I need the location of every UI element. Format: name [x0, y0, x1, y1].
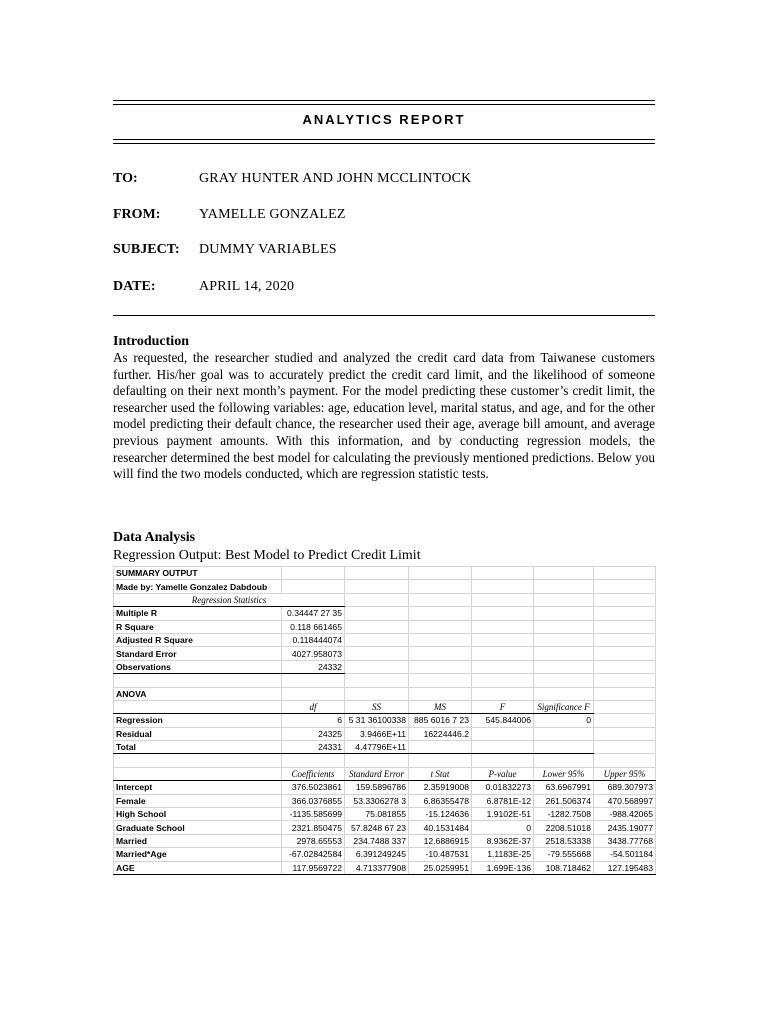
anova-row-label: Regression: [114, 714, 282, 727]
table-row: [114, 647, 656, 660]
coef-header: t Stat: [409, 767, 472, 780]
stat-value: 24332: [282, 660, 345, 673]
anova-cell: 545.844006: [472, 714, 534, 727]
anova-header: MS: [409, 700, 472, 713]
top-double-rule-2: [113, 104, 655, 105]
coef-cell: -15.124636: [409, 808, 472, 821]
summary-output-label: SUMMARY OUTPUT: [114, 567, 282, 580]
coef-cell: -67.02842584: [282, 848, 345, 861]
title-double-rule-1: [113, 139, 655, 140]
coef-cell: 366.0376855: [282, 794, 345, 807]
anova-cell: 885 6016 7 23: [409, 714, 472, 727]
coef-header: Upper 95%: [594, 767, 656, 780]
stat-label: Observations: [114, 660, 282, 673]
coef-cell: 3438.77768: [594, 834, 656, 847]
memo-label: SUBJECT:: [113, 242, 180, 257]
coef-row-label: Married*Age: [114, 848, 282, 861]
coef-cell: 127.195483: [594, 861, 656, 874]
coef-row-label: Married: [114, 834, 282, 847]
stat-value: 0.118444074: [282, 633, 345, 646]
table-row: [114, 700, 656, 713]
stat-label: Adjusted R Square: [114, 633, 282, 646]
coef-cell: 2978.65553: [282, 834, 345, 847]
anova-row-label: Residual: [114, 727, 282, 740]
coef-cell: -1282.7508: [534, 808, 594, 821]
coef-cell: 6.86355478: [409, 794, 472, 807]
table-row: [114, 660, 656, 673]
anova-cell: 24331: [282, 741, 345, 754]
introduction-heading: Introduction: [113, 334, 189, 349]
introduction-text: As requested, the researcher studied and analyzed the credit card data from Taiwanese customers further. His/her goal was to accurately predict the credit card limit, and the likelihood of someone defaulting on their next month’s payment. For the model predicting these customer’s credit limit, the researcher used the following variables: age, education level, marital status, and age, and for the other model predicting their default chance, the researcher used their age, average bill amount, and average previous payment amounts. With this information, and by conducting regression models, the researcher determined the best model for calculating the previously mentioned predictions. Below you will find the two models conducted, which are regression statistic tests.: [113, 350, 655, 482]
table-row: [114, 767, 656, 780]
made-by-label: Made by: Yamelle Gonzalez Dabdoub: [114, 580, 282, 593]
coef-cell: 6.8781E-12: [472, 794, 534, 807]
coef-cell: 2518.53338: [534, 834, 594, 847]
stat-label: R Square: [114, 620, 282, 633]
coef-cell: 376.5023861: [282, 781, 345, 794]
anova-cell: 24325: [282, 727, 345, 740]
coef-cell: 40.1531484: [409, 821, 472, 834]
table-row: [114, 794, 656, 807]
table-caption: Regression Output: Best Model to Predict Credit Limit: [113, 548, 421, 563]
data-analysis-heading: Data Analysis: [113, 530, 196, 545]
memo-value: GRAY HUNTER AND JOHN MCCLINTOCK: [199, 171, 472, 186]
table-row: [114, 861, 656, 874]
anova-cell: 4.47796E+11: [345, 741, 409, 754]
coef-cell: 470.568997: [594, 794, 656, 807]
memo-label: DATE:: [113, 279, 156, 294]
anova-cell: 0: [534, 714, 594, 727]
memo-value: DUMMY VARIABLES: [199, 242, 337, 257]
memo-label: FROM:: [113, 207, 161, 222]
coef-cell: -988.42065: [594, 808, 656, 821]
coef-cell: 12.6886915: [409, 834, 472, 847]
stat-label: Multiple R: [114, 607, 282, 620]
coef-cell: 2435.19077: [594, 821, 656, 834]
anova-cell: 16224446.2: [409, 727, 472, 740]
coef-cell: 0.01832273: [472, 781, 534, 794]
table-row: [114, 834, 656, 847]
coef-cell: 75.081855: [345, 808, 409, 821]
table-row: [114, 674, 656, 687]
coef-cell: 234.7488 337: [345, 834, 409, 847]
coef-cell: 8.9362E-37: [472, 834, 534, 847]
table-row: [114, 848, 656, 861]
regression-statistics-header: Regression Statistics: [114, 593, 345, 606]
memo-date: [113, 279, 655, 299]
memo-from: [113, 207, 655, 227]
coef-cell: -79.555668: [534, 848, 594, 861]
coef-cell: 108.718462: [534, 861, 594, 874]
coef-cell: 1.1183E-25: [472, 848, 534, 861]
stat-value: 0.34447 27 35: [282, 607, 345, 620]
coef-cell: 159.5896786: [345, 781, 409, 794]
anova-header: Significance F: [534, 700, 594, 713]
table-row: [114, 821, 656, 834]
anova-header: df: [282, 700, 345, 713]
report-title: ANALYTICS REPORT: [302, 112, 466, 127]
anova-cell: 6: [282, 714, 345, 727]
coef-cell: 4.713377908: [345, 861, 409, 874]
coef-row-label: Female: [114, 794, 282, 807]
anova-label: ANOVA: [114, 687, 282, 700]
coef-cell: 25.0259951: [409, 861, 472, 874]
anova-header: SS: [345, 700, 409, 713]
coef-header: Lower 95%: [534, 767, 594, 780]
coef-cell: 689.307973: [594, 781, 656, 794]
anova-cell: 5 31 36100338: [345, 714, 409, 727]
top-double-rule-1: [113, 100, 655, 101]
table-row: [114, 567, 656, 580]
stat-value: 4027.958073: [282, 647, 345, 660]
table-row: [114, 620, 656, 633]
coef-cell: -10.487531: [409, 848, 472, 861]
coef-cell: 117.9569722: [282, 861, 345, 874]
memo-to: [113, 171, 655, 191]
regression-output-table: [113, 566, 656, 875]
coef-cell: 261.506374: [534, 794, 594, 807]
table-row: [114, 808, 656, 821]
coef-cell: 53.3306278 3: [345, 794, 409, 807]
coef-row-label: Intercept: [114, 781, 282, 794]
title-double-rule-2: [113, 143, 655, 144]
coef-cell: -1135.585699: [282, 808, 345, 821]
anova-header: F: [472, 700, 534, 713]
table-row: [114, 754, 656, 767]
table-row: [114, 687, 656, 700]
coef-cell: 1.9102E-51: [472, 808, 534, 821]
memo-bottom-rule: [113, 315, 655, 316]
table-row: [114, 741, 656, 754]
memo-value: YAMELLE GONZALEZ: [199, 207, 346, 222]
memo-value: APRIL 14, 2020: [199, 279, 295, 294]
coef-cell: 0: [472, 821, 534, 834]
coef-row-label: Graduate School: [114, 821, 282, 834]
coef-cell: 2321.850475: [282, 821, 345, 834]
table-row: [114, 607, 656, 620]
stat-label: Standard Error: [114, 647, 282, 660]
coef-cell: 57.8248 67 23: [345, 821, 409, 834]
coef-header: Standard Error: [345, 767, 409, 780]
anova-row-label: Total: [114, 741, 282, 754]
anova-cell: 3.9466E+11: [345, 727, 409, 740]
table-row: [114, 781, 656, 794]
table-row: [114, 633, 656, 646]
table-row: [114, 580, 656, 593]
coef-cell: 63.6967991: [534, 781, 594, 794]
coef-header: P-value: [472, 767, 534, 780]
coef-header: Coefficients: [282, 767, 345, 780]
stat-value: 0.118 661465: [282, 620, 345, 633]
table-row: [114, 714, 656, 727]
coef-cell: -54.501184: [594, 848, 656, 861]
table-row: [114, 593, 656, 606]
memo-label: TO:: [113, 171, 138, 186]
coef-row-label: AGE: [114, 861, 282, 874]
coef-row-label: High School: [114, 808, 282, 821]
coef-cell: 1.699E-136: [472, 861, 534, 874]
coef-cell: 6.391249245: [345, 848, 409, 861]
table-row: [114, 727, 656, 740]
coef-cell: 2.35919008: [409, 781, 472, 794]
memo-subject: [113, 242, 655, 262]
coef-cell: 2208.51018: [534, 821, 594, 834]
